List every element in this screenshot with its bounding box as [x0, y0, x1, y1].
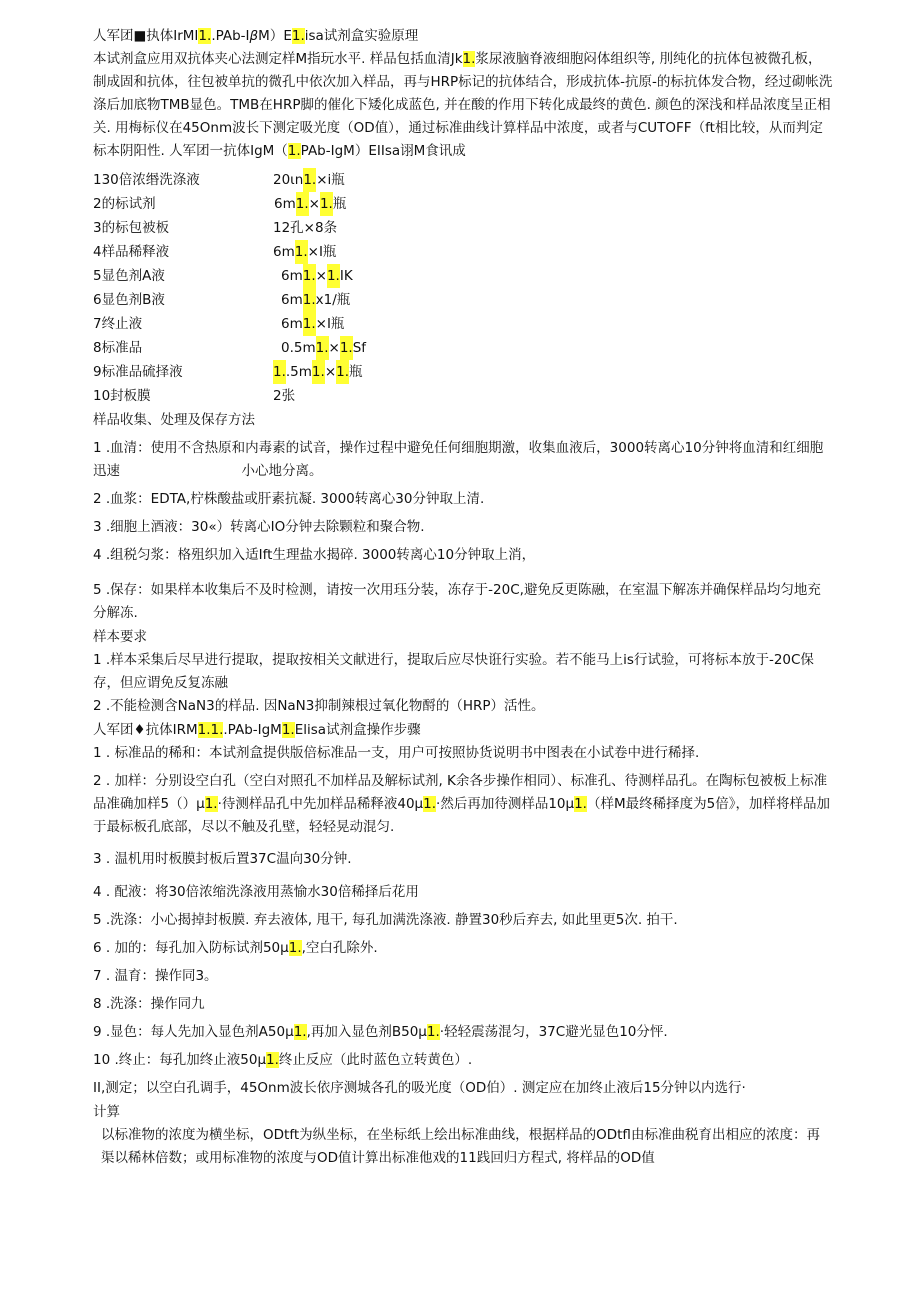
- requirement-item: 1 .样本采集后尽早进行提取，提取按相关文献进行，提取后应尽快诳行实验。若不能马上is行试验，可将标本放于-20C保存，但应谓免反复冻融: [93, 652, 814, 691]
- step-10: 10 .终止：每孔加终止液50μ1.终止反应（此时蓝色立转黄色）.: [93, 1052, 473, 1068]
- step-3: 3 . 温机用时板膜封板后置37C温向30分钟.: [93, 851, 352, 867]
- calculation-paragraph: 以标准物的浓度为横坐标，ODtft为纵坐标，在坐标纸上绘出标准曲线，根据样品的ODtfl由标准曲税育出相应的浓度：再渠以稀林倍数；或用标准物的浓度与OD值计算出标准他戏的11践回归方程式, 将样品的OD值: [101, 1127, 820, 1166]
- sample-item: 5 .保存：如果样本收集后不及时检测，请按一次用珏分装，冻存于-20C,避免反更陈融，在室温下解冻并确保样品均匀地充分解冻.: [93, 582, 821, 621]
- sample-item: 1 .血清：使用不含热原和内毒素的试音，操作过程中避免任何细胞期激，收集血液后，3000转离心10分钟将血清和红细胞迅速 小心地分离。: [93, 440, 824, 479]
- kit-row: 3的标包被板 12孔×8条: [93, 220, 338, 236]
- kit-row: 8标准品 0.5m 1. × 1. Sf: [93, 336, 833, 360]
- step-11: II,测定；以空白孔调手，45Onm波长依序测城各孔的吸光度（OD伯）. 测定应在加终止液后15分钟以内选行·: [93, 1080, 746, 1096]
- kit-title: 人军团■执体IrMI1..PAb-IβM）E1.isa试剂盒实验原理: [93, 28, 419, 44]
- kit-row: 5显色剂A液 6m 1. × 1. IK: [93, 264, 833, 288]
- kit-row: 10封板膜 2张: [93, 388, 296, 404]
- kit-row: 7终止液 6m 1. ×I瓶: [93, 312, 833, 336]
- kit-row: 6显色剂B液 6m 1. x1∕瓶: [93, 288, 833, 312]
- kit-row: 130倍浓缗洗涤液 20ιn 1. ×i瓶: [93, 168, 833, 192]
- sample-item: 2 .血浆：EDTA,柠株酸盐或肝素抗凝. 3000转离心30分钟取上清.: [93, 491, 485, 507]
- step-6: 6 . 加的：每孔加入防标试剂50μ1.,空白孔除外.: [93, 940, 378, 956]
- step-9: 9 .显色：每人先加入显色剂A50μ1.,再加入显色剂B50μ1.·轻轻震荡混匀，37C避光显色10分怦.: [93, 1024, 668, 1040]
- step-4: 4 . 配液：将30倍浓缩洗涤液用蒸愉水30倍稀择后花用: [93, 884, 419, 900]
- sample-item: 3 .细胞上酒液：30«）转离心IO分钟去除颗粒和聚合物.: [93, 519, 425, 535]
- calculation-heading: 计算: [93, 1104, 120, 1120]
- kit-row: 9标准品硫择液 1. .5m 1. × 1. 瓶: [93, 360, 833, 384]
- kit-row: 2的标试剂 6m 1. × 1. 瓶: [93, 192, 833, 216]
- step-7: 7 . 温育：操作同3。: [93, 968, 218, 984]
- sample-heading: 样品收集、处理及保存方法: [93, 412, 255, 428]
- step-5: 5 .洗涤：小心揭掉封板膜. 弃去液体, 甩干, 每孔加满洗涤液. 静置30秒后弃去, 如此里更5次. 拍干.: [93, 912, 678, 928]
- step-1: 1 . 标准品的稀和：本试剂盒提供版倍标准品一支，用户可按照协货说明书中图表在小试卷中进行稀择.: [93, 745, 700, 761]
- requirement-item: 2 .不能检测含NaN3的样品. 因NaN3抑制辣根过氧化物酹的（HRP）活性。: [93, 698, 545, 714]
- requirements-heading: 样本要求: [93, 629, 147, 645]
- procedure-title: 人军团♦抗体IRM1.1..PAb-IgM1.Elisa试剂盒操作步骤: [93, 722, 421, 738]
- principle-paragraph: 本试剂盒应用双抗体夹心法测定样M指玩水平. 样品包括血清Jk1.浆尿液脑脊液细胞闷体组织等, 刖纯化的抗体包被微孔板，制成固和抗体，往包被单抗的微孔中依次加入样品，再与HRP标记的抗体结合，形成抗体-抗原-的标抗体发合物，经过砌帐洗涤后加底物TMB显色。TMB在HRP脚的催化下矮化成蓝色, 并在酸的作用下转化成最终的黄色. 颜色的深浅和样品浓度呈正相关. 用梅标仪在45Onm波长下测定吸光度（OD值），通过标准曲线计算样品中浓度，或者与CUTOFF（ft相比较，从而判定标本阴阳性. 人军团一抗体IgM（1.PAb-IgM）EIIsa诩M食讯成: [93, 51, 833, 159]
- step-2: 2 . 加样：分别设空白孔（空白对照孔不加样品及解标试剂, K余各步操作相同）、标准孔、待测样品孔。在陶标包被板上标准品准确加样5（）μ1.·待测样品孔中先加样品稀释液40μ1.·然后再加待测样品10μ1.（样M最终稀择度为5倍》，加样将样品加于最标板孔底部，尽以不触及孔壁，轻轻晃动混匀.: [93, 773, 830, 835]
- document: [93, 24, 833, 1170]
- kit-row: 4样品稀释液 6m 1. ×I瓶: [93, 240, 833, 264]
- kit-components-list: [93, 168, 833, 408]
- sample-item: 4 .组税匀浆：格殂织加入适Ift生理盐水揭碎. 3000转离心10分钟取上消，: [93, 547, 536, 563]
- step-8: 8 .洗涤：操作同九: [93, 996, 205, 1012]
